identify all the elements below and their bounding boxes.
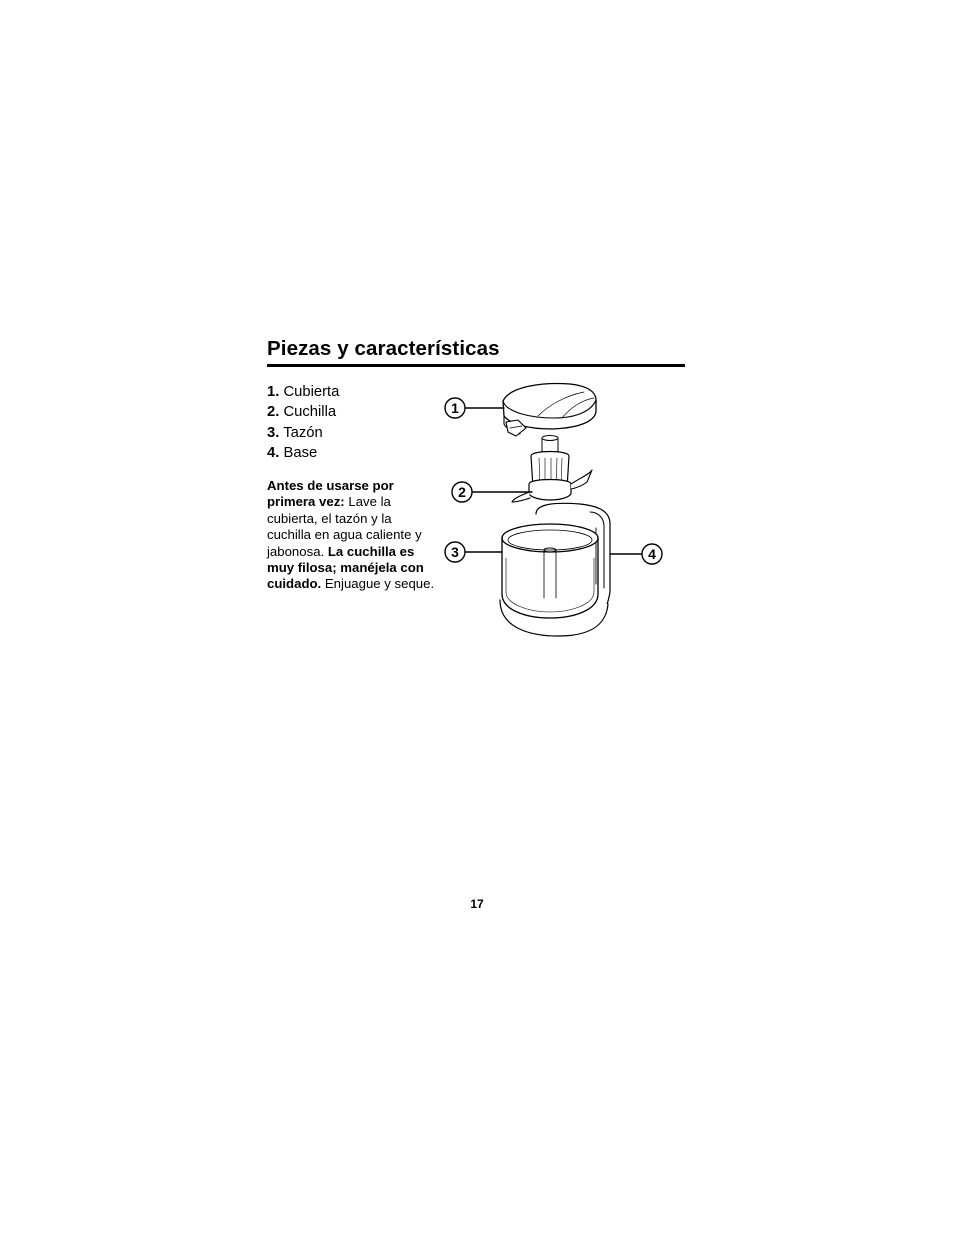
part-number: 3. [267,424,280,441]
callout-label: 2 [458,484,466,500]
callout-label: 4 [648,546,656,562]
first-use-instructions [267,478,437,593]
callout-label: 3 [451,544,459,560]
list-item [267,423,339,443]
lid-drawing [503,384,596,436]
callout-label: 1 [451,400,459,416]
part-name: Base [283,445,318,462]
list-item [267,382,339,402]
parts-list [267,382,339,464]
page-title: Piezas y características [267,337,500,360]
instructions-lead: Antes de usarse por primera vez: [267,478,394,510]
blade-warning: La cuchilla es muy filosa; manéjela con cuidado. [267,543,424,592]
callout-3 [445,542,502,562]
base-drawing [500,503,610,636]
part-name: Cuchilla [283,404,337,421]
list-item [267,402,339,422]
part-name: Tazón [283,424,323,441]
callout-1 [445,398,504,418]
page-number: 17 [470,897,484,911]
chopper-illustration [440,378,670,640]
part-name: Cubierta [283,384,340,400]
instructions-text: Lave la cubierta, el tazón y la cuchilla en agua caliente y jabonosa. [267,494,422,559]
list-item [267,443,339,463]
part-number: 2. [267,404,280,421]
title-rule [267,364,685,367]
part-number: 1. [267,384,280,400]
part-number: 4. [267,445,280,462]
instructions-text-end: Enjuague y seque. [321,576,435,592]
callout-4 [610,544,662,564]
